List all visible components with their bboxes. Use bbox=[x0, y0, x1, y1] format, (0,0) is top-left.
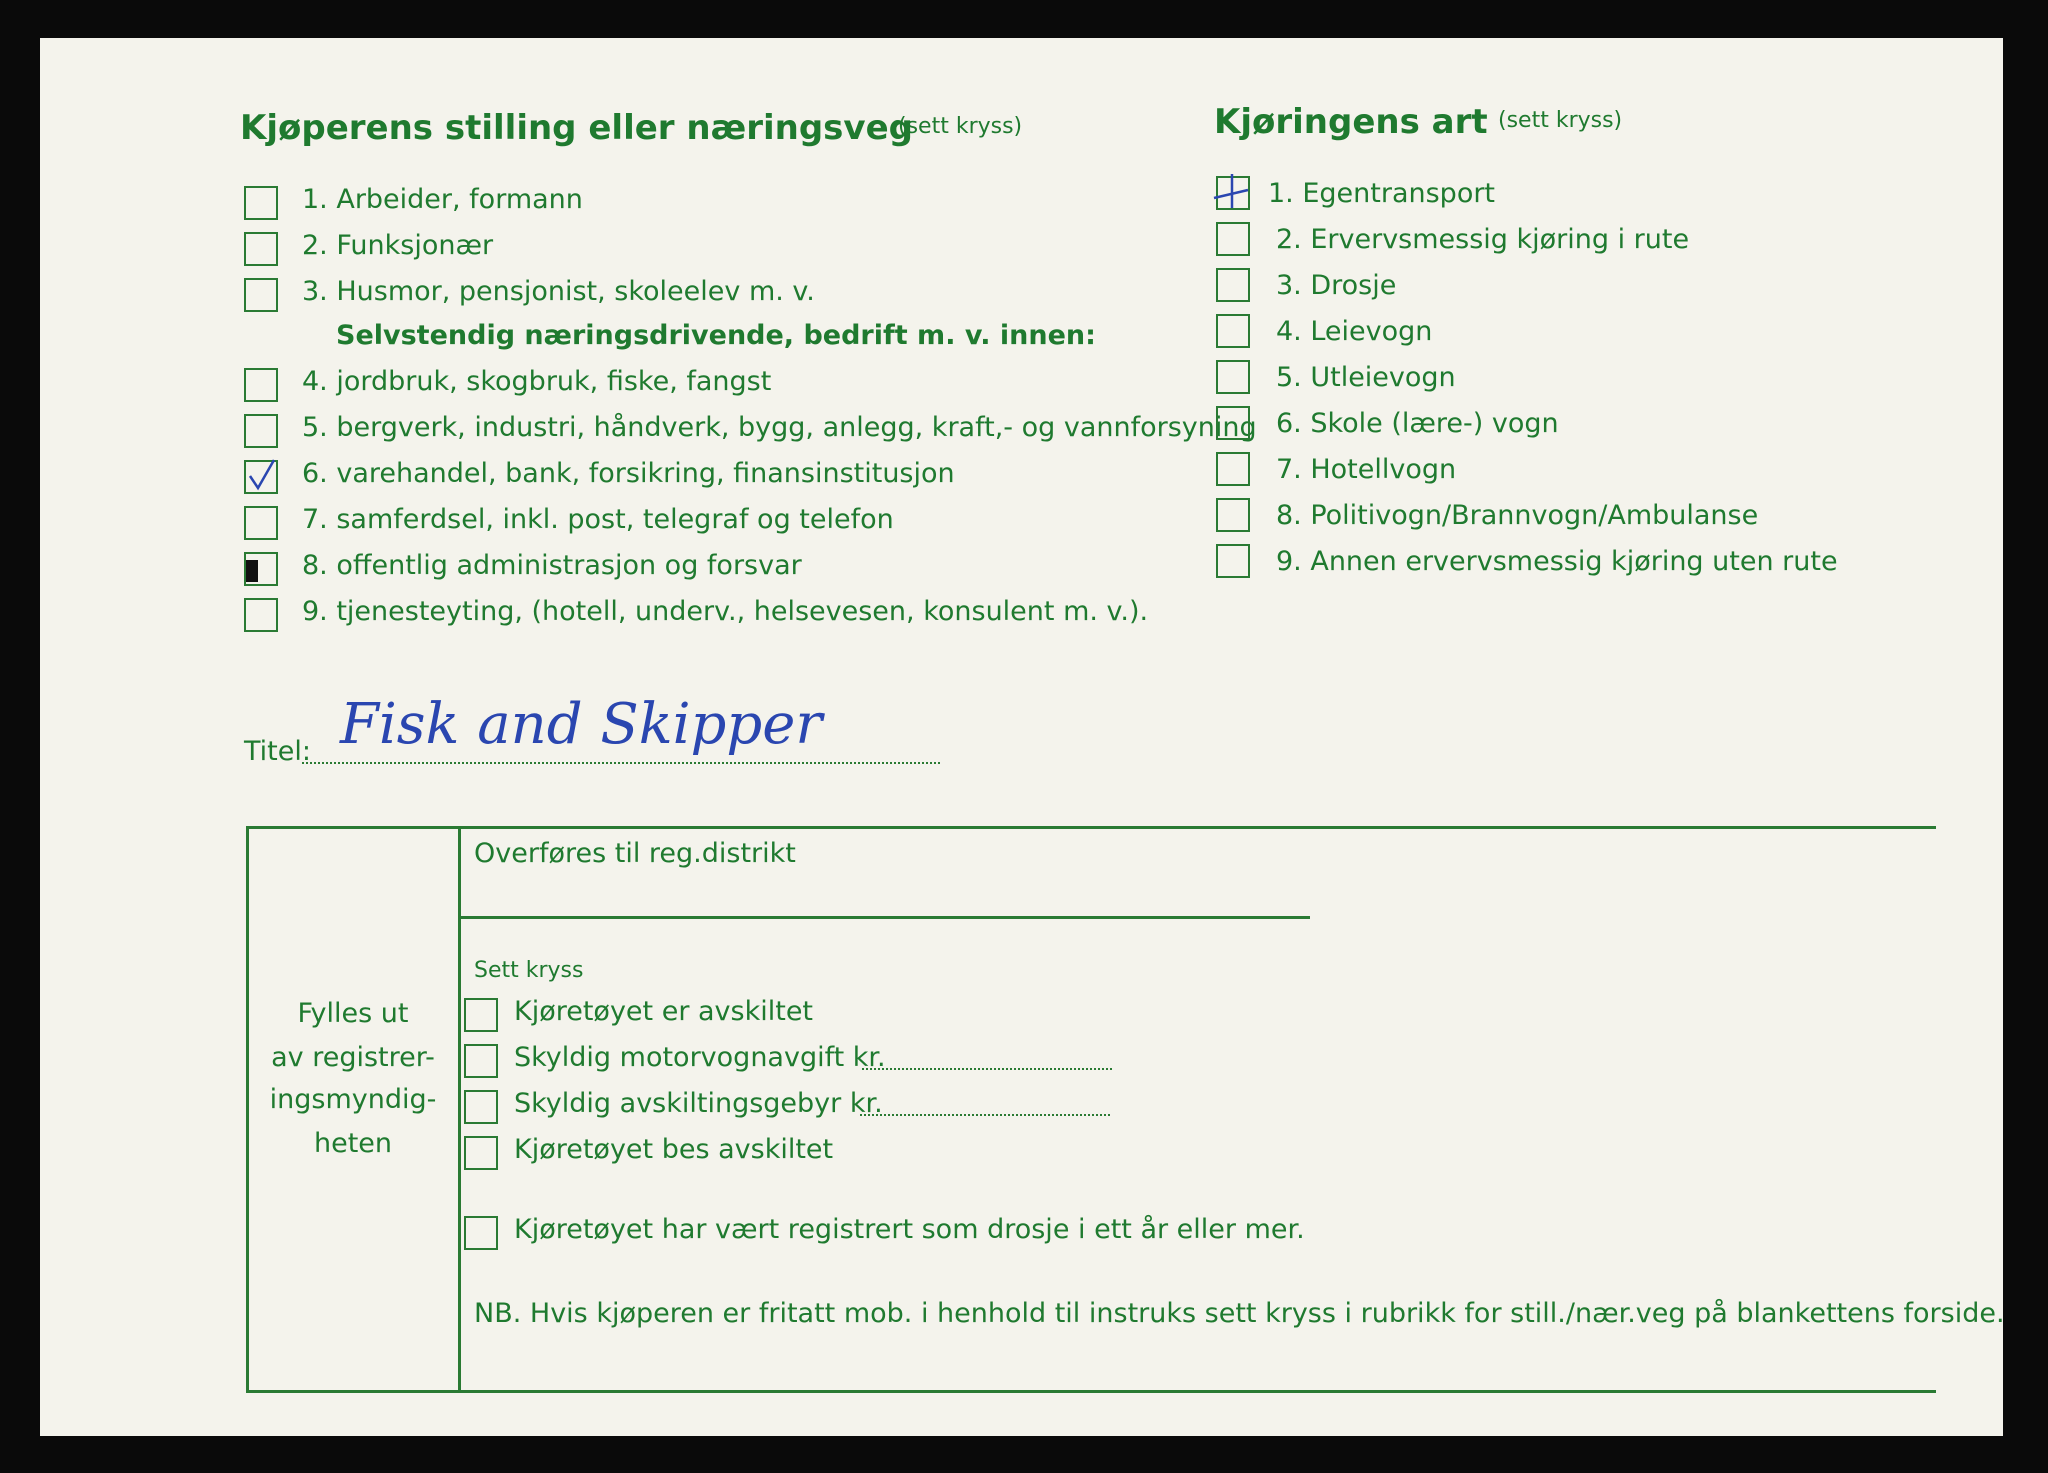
left-item-9: 9. tjenesteyting, (hotell, underv., helsevesen, konsulent m. v.). bbox=[302, 596, 1149, 627]
registry-check-5: Kjøretøyet har vært registrert som drosje i ett år eller mer. bbox=[514, 1214, 1305, 1245]
right-section-title: Kjøringens art bbox=[1214, 102, 1488, 142]
avskiltingsgebyr-amount-line[interactable] bbox=[860, 1114, 1110, 1116]
checkbox-samferdsel[interactable] bbox=[244, 506, 278, 540]
checkbox-skolevogn[interactable] bbox=[1216, 406, 1250, 440]
sett-kryss-label: Sett kryss bbox=[474, 958, 584, 983]
registry-box-top bbox=[246, 826, 1936, 829]
right-item-9: 9. Annen ervervsmessig kjøring uten rute bbox=[1276, 546, 1838, 577]
checkbox-offentlig[interactable] bbox=[244, 552, 278, 586]
registry-check-2: Skyldig motorvognavgift kr. bbox=[514, 1042, 886, 1073]
checkbox-rute[interactable] bbox=[1216, 222, 1250, 256]
checkbox-bergverk[interactable] bbox=[244, 414, 278, 448]
checkbox-varehandel[interactable] bbox=[244, 460, 278, 494]
left-item-8: 8. offentlig administrasjon og forsvar bbox=[302, 550, 802, 581]
checkbox-arbeider[interactable] bbox=[244, 186, 278, 220]
right-item-8: 8. Politivogn/Brannvogn/Ambulanse bbox=[1276, 500, 1759, 531]
left-item-5: 5. bergverk, industri, håndverk, bygg, anlegg, kraft,- og vannforsyning bbox=[302, 412, 1257, 443]
checkbox-leievogn[interactable] bbox=[1216, 314, 1250, 348]
right-item-5: 5. Utleievogn bbox=[1276, 362, 1456, 393]
left-item-7: 7. samferdsel, inkl. post, telegraf og telefon bbox=[302, 504, 894, 535]
checkbox-avskiltingsgebyr[interactable] bbox=[464, 1090, 498, 1124]
right-item-6: 6. Skole (lære-) vogn bbox=[1276, 408, 1559, 439]
registry-box-left bbox=[246, 826, 249, 1393]
checkbox-drosje-ett-aar[interactable] bbox=[464, 1216, 498, 1250]
form-sheet bbox=[40, 38, 2003, 1436]
right-section-note: (sett kryss) bbox=[1498, 108, 1623, 133]
checkbox-motorvognavgift[interactable] bbox=[464, 1044, 498, 1078]
left-section-note: (sett kryss) bbox=[898, 114, 1023, 139]
side-label-line-2: av registrer- bbox=[271, 1042, 435, 1073]
checkbox-bes-avskiltet[interactable] bbox=[464, 1136, 498, 1170]
right-item-2: 2. Ervervsmessig kjøring i rute bbox=[1276, 224, 1690, 255]
side-label-line-4: heten bbox=[313, 1128, 393, 1159]
registry-check-3: Skyldig avskiltingsgebyr kr. bbox=[514, 1088, 883, 1119]
left-subheading: Selvstendig næringsdrivende, bedrift m. v. innen: bbox=[336, 320, 1096, 351]
left-item-4: 4. jordbruk, skogbruk, fiske, fangst bbox=[302, 366, 772, 397]
left-item-2: 2. Funksjonær bbox=[302, 230, 494, 261]
left-item-1: 1. Arbeider, formann bbox=[302, 184, 583, 215]
titel-label: Titel: bbox=[244, 736, 311, 767]
right-item-4: 4. Leievogn bbox=[1276, 316, 1433, 347]
transfer-line bbox=[460, 916, 1310, 919]
pen-cross-mark-icon bbox=[1212, 172, 1262, 212]
right-item-1: 1. Egentransport bbox=[1268, 178, 1496, 209]
checkbox-drosje[interactable] bbox=[1216, 268, 1250, 302]
left-item-6: 6. varehandel, bank, forsikring, finansinstitusjon bbox=[302, 458, 955, 489]
checkbox-funksjonaer[interactable] bbox=[244, 232, 278, 266]
pen-check-mark-icon bbox=[244, 458, 278, 492]
side-label-line-1: Fylles ut bbox=[297, 998, 409, 1029]
checkbox-avskiltet[interactable] bbox=[464, 998, 498, 1032]
checkbox-jordbruk[interactable] bbox=[244, 368, 278, 402]
checkbox-politivogn[interactable] bbox=[1216, 498, 1250, 532]
titel-dotted-line bbox=[302, 762, 940, 764]
checkbox-annen[interactable] bbox=[1216, 544, 1250, 578]
checkbox-utleievogn[interactable] bbox=[1216, 360, 1250, 394]
transfer-label: Overføres til reg.distrikt bbox=[474, 838, 796, 869]
registry-box-divider bbox=[458, 826, 461, 1393]
checkbox-tjenesteyting[interactable] bbox=[244, 598, 278, 632]
ink-smudge bbox=[246, 560, 258, 582]
right-item-7: 7. Hotellvogn bbox=[1276, 454, 1457, 485]
side-label-line-3: ingsmyndig- bbox=[269, 1084, 437, 1115]
registry-box-bottom bbox=[246, 1390, 1936, 1393]
left-item-3: 3. Husmor, pensjonist, skoleelev m. v. bbox=[302, 276, 815, 307]
titel-handwritten-value[interactable]: Fisk and Skipper bbox=[340, 692, 823, 757]
registry-check-4: Kjøretøyet bes avskiltet bbox=[514, 1134, 834, 1165]
registry-check-1: Kjøretøyet er avskiltet bbox=[514, 996, 814, 1027]
right-item-3: 3. Drosje bbox=[1276, 270, 1397, 301]
checkbox-husmor[interactable] bbox=[244, 278, 278, 312]
motorvognavgift-amount-line[interactable] bbox=[862, 1068, 1112, 1070]
nb-note: NB. Hvis kjøperen er fritatt mob. i henhold til instruks sett kryss i rubrikk for still./nær.veg på blankettens forside. bbox=[474, 1298, 2005, 1329]
checkbox-egentransport[interactable] bbox=[1216, 176, 1250, 210]
left-section-title: Kjøperens stilling eller næringsveg bbox=[240, 108, 913, 148]
checkbox-hotellvogn[interactable] bbox=[1216, 452, 1250, 486]
